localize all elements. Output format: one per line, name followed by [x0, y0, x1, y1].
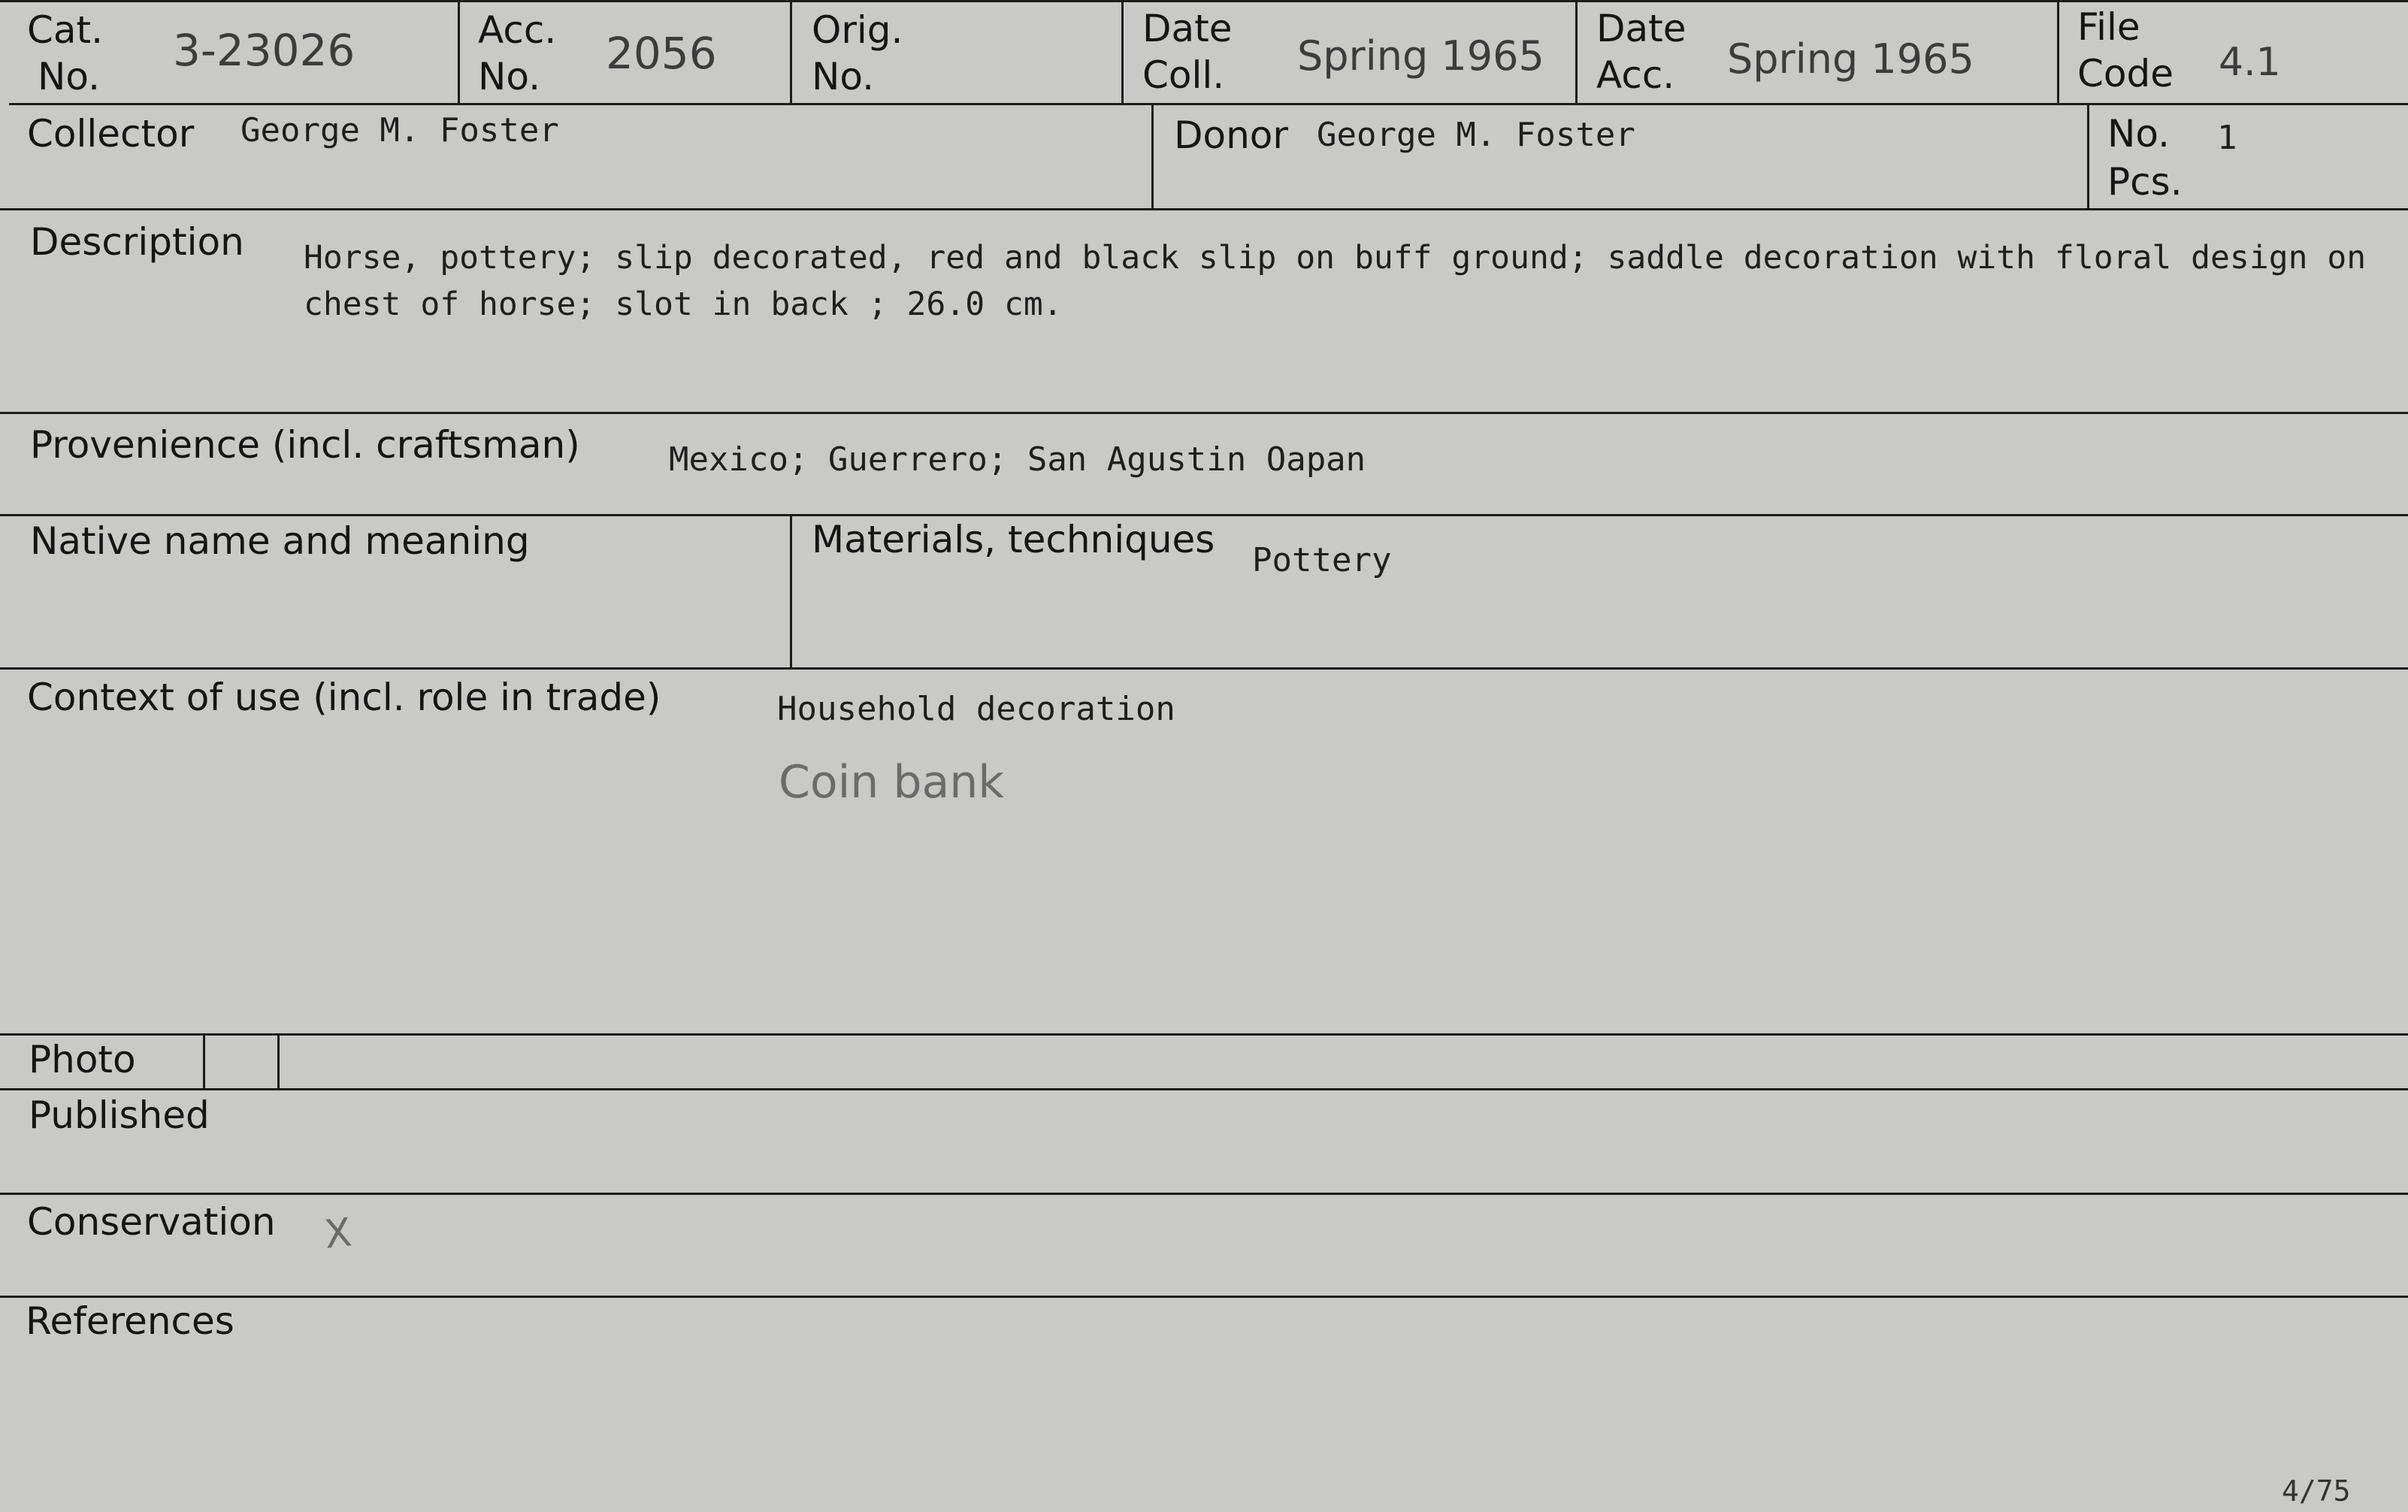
form-code: 4/75: [2282, 1474, 2351, 1507]
acc-no-value: 2056: [606, 28, 717, 79]
date-coll-label-line2: Coll.: [1142, 53, 1225, 97]
context-label: Context of use (incl. role in trade): [27, 676, 661, 719]
date-acc-label-line2: Acc.: [1596, 53, 1675, 97]
acc-no-label-line1: Acc.: [478, 8, 557, 52]
rule-header-bottom: [9, 103, 2408, 105]
collector-value: George M. Foster: [240, 111, 559, 150]
rule-header-div-1: [458, 0, 460, 104]
rule-collector-bottom: [0, 208, 2408, 210]
cat-no-value: 3-23026: [173, 25, 355, 76]
rule-header-div-5: [2057, 0, 2059, 104]
references-label: References: [26, 1299, 234, 1343]
rule-native-materials-div: [790, 514, 792, 668]
donor-label: Donor: [1174, 113, 1288, 157]
file-code-label-line2: Code: [2077, 52, 2174, 95]
rule-photo-div-2: [277, 1033, 280, 1089]
context-value: Household decoration: [777, 690, 1175, 728]
description-label: Description: [30, 220, 244, 264]
rule-native-bottom: [0, 667, 2408, 670]
date-coll-value: Spring 1965: [1297, 32, 1544, 80]
rule-description-bottom: [0, 412, 2408, 414]
provenience-label: Provenience (incl. craftsman): [30, 423, 580, 467]
rule-collector-donor-div: [1151, 103, 1154, 209]
cat-no-label-line1: Cat.: [27, 8, 104, 52]
context-handwritten-note: Coin bank: [779, 756, 1004, 809]
acc-no-label-line2: No.: [478, 55, 541, 98]
date-coll-label-line1: Date: [1142, 7, 1233, 50]
rule-conservation-bottom: [0, 1296, 2408, 1298]
provenience-value: Mexico; Guerrero; San Agustin Oapan: [669, 440, 1366, 479]
published-label: Published: [29, 1093, 210, 1137]
rule-context-bottom: [0, 1033, 2408, 1036]
collector-label: Collector: [27, 112, 195, 156]
rule-photo-div-1: [203, 1033, 205, 1089]
cat-no-label-line2: No.: [38, 55, 101, 98]
rule-header-div-2: [790, 0, 792, 104]
rule-header-div-3: [1121, 0, 1124, 104]
rule-top: [0, 0, 2408, 2]
photo-label: Photo: [29, 1038, 136, 1081]
orig-no-label-line2: No.: [812, 55, 875, 98]
materials-label: Materials, techniques: [812, 518, 1215, 561]
rule-donor-pcs-div: [2087, 103, 2089, 209]
pieces-value: 1: [2217, 119, 2237, 157]
conservation-label: Conservation: [27, 1200, 276, 1244]
file-code-label-line1: File: [2077, 5, 2140, 49]
conservation-mark: X: [322, 1210, 354, 1258]
orig-no-label-line1: Orig.: [812, 8, 903, 52]
donor-value: George M. Foster: [1317, 116, 1635, 154]
date-acc-value: Spring 1965: [1727, 35, 1974, 83]
rule-photo-bottom: [0, 1088, 2408, 1090]
description-value: Horse, pottery; slip decorated, red and black slip on buff ground; saddle decoration with floral design on chest of horse; slot in back ; 26.0 cm.: [304, 239, 2367, 323]
pieces-label-line2: Pcs.: [2107, 160, 2183, 204]
rule-published-bottom: [0, 1193, 2408, 1195]
file-code-value: 4.1: [2219, 40, 2281, 85]
pieces-label-line1: No.: [2107, 112, 2171, 156]
rule-header-div-4: [1575, 0, 1578, 104]
materials-value: Pottery: [1252, 541, 1392, 579]
date-acc-label-line1: Date: [1596, 7, 1687, 50]
native-name-label: Native name and meaning: [30, 519, 530, 563]
